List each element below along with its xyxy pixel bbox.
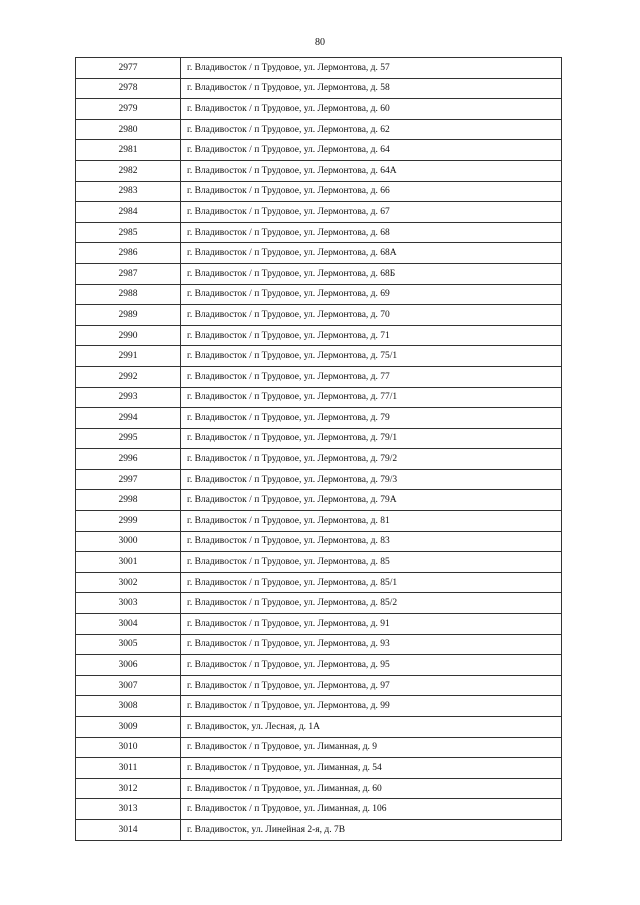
address-cell: г. Владивосток / п Трудовое, ул. Лермонтова, д. 99 [181, 696, 562, 717]
address-cell: г. Владивосток / п Трудовое, ул. Лермонтова, д. 69 [181, 284, 562, 305]
row-number-cell: 2995 [76, 428, 181, 449]
table-row [76, 181, 562, 202]
address-cell: г. Владивосток / п Трудовое, ул. Лермонтова, д. 83 [181, 531, 562, 552]
address-cell: г. Владивосток / п Трудовое, ул. Лермонтова, д. 85/2 [181, 593, 562, 614]
table-row [76, 675, 562, 696]
address-cell: г. Владивосток / п Трудовое, ул. Лермонтова, д. 68А [181, 243, 562, 264]
table-row [76, 572, 562, 593]
table-row [76, 737, 562, 758]
table-row [76, 634, 562, 655]
table-row [76, 655, 562, 676]
address-cell: г. Владивосток / п Трудовое, ул. Лермонтова, д. 97 [181, 675, 562, 696]
row-number-cell: 2984 [76, 202, 181, 223]
address-cell: г. Владивосток / п Трудовое, ул. Лермонтова, д. 57 [181, 58, 562, 79]
row-number-cell: 2992 [76, 366, 181, 387]
row-number-cell: 3002 [76, 572, 181, 593]
table-row [76, 758, 562, 779]
row-number-cell: 2985 [76, 222, 181, 243]
address-cell: г. Владивосток / п Трудовое, ул. Лермонтова, д. 81 [181, 511, 562, 532]
address-cell: г. Владивосток / п Трудовое, ул. Лиманная, д. 9 [181, 737, 562, 758]
address-cell: г. Владивосток / п Трудовое, ул. Лермонтова, д. 64А [181, 160, 562, 181]
address-cell: г. Владивосток / п Трудовое, ул. Лермонтова, д. 62 [181, 119, 562, 140]
table-row [76, 243, 562, 264]
table-row [76, 140, 562, 161]
row-number-cell: 3013 [76, 799, 181, 820]
row-number-cell: 2994 [76, 408, 181, 429]
address-table [75, 57, 562, 841]
row-number-cell: 2991 [76, 346, 181, 367]
address-cell: г. Владивосток / п Трудовое, ул. Лермонтова, д. 71 [181, 325, 562, 346]
row-number-cell: 3004 [76, 614, 181, 635]
row-number-cell: 2990 [76, 325, 181, 346]
address-cell: г. Владивосток / п Трудовое, ул. Лермонтова, д. 58 [181, 78, 562, 99]
row-number-cell: 3014 [76, 819, 181, 840]
address-cell: г. Владивосток / п Трудовое, ул. Лермонтова, д. 70 [181, 305, 562, 326]
row-number-cell: 2988 [76, 284, 181, 305]
address-cell: г. Владивосток / п Трудовое, ул. Лермонтова, д. 68 [181, 222, 562, 243]
table-row [76, 593, 562, 614]
row-number-cell: 2982 [76, 160, 181, 181]
row-number-cell: 2986 [76, 243, 181, 264]
address-cell: г. Владивосток / п Трудовое, ул. Лермонтова, д. 77/1 [181, 387, 562, 408]
table-row [76, 263, 562, 284]
table-row [76, 449, 562, 470]
table-row [76, 614, 562, 635]
table-row [76, 819, 562, 840]
row-number-cell: 2999 [76, 511, 181, 532]
address-cell: г. Владивосток, ул. Лесная, д. 1А [181, 717, 562, 738]
address-cell: г. Владивосток / п Трудовое, ул. Лермонтова, д. 95 [181, 655, 562, 676]
table-row [76, 366, 562, 387]
address-cell: г. Владивосток / п Трудовое, ул. Лермонтова, д. 75/1 [181, 346, 562, 367]
row-number-cell: 2997 [76, 469, 181, 490]
address-cell: г. Владивосток / п Трудовое, ул. Лиманная, д. 106 [181, 799, 562, 820]
table-row [76, 552, 562, 573]
table-row [76, 511, 562, 532]
table-row [76, 284, 562, 305]
table-row [76, 490, 562, 511]
address-cell: г. Владивосток / п Трудовое, ул. Лермонтова, д. 79 [181, 408, 562, 429]
address-cell: г. Владивосток / п Трудовое, ул. Лермонтова, д. 68Б [181, 263, 562, 284]
table-row [76, 799, 562, 820]
row-number-cell: 2993 [76, 387, 181, 408]
row-number-cell: 2981 [76, 140, 181, 161]
address-cell: г. Владивосток / п Трудовое, ул. Лермонтова, д. 85 [181, 552, 562, 573]
address-cell: г. Владивосток, ул. Линейная 2-я, д. 7В [181, 819, 562, 840]
row-number-cell: 2983 [76, 181, 181, 202]
table-row [76, 160, 562, 181]
address-cell: г. Владивосток / п Трудовое, ул. Лиманная, д. 60 [181, 778, 562, 799]
table-row [76, 346, 562, 367]
row-number-cell: 3010 [76, 737, 181, 758]
row-number-cell: 3007 [76, 675, 181, 696]
table-row [76, 222, 562, 243]
table-row [76, 325, 562, 346]
table-row [76, 778, 562, 799]
row-number-cell: 2979 [76, 99, 181, 120]
address-cell: г. Владивосток / п Трудовое, ул. Лиманная, д. 54 [181, 758, 562, 779]
address-cell: г. Владивосток / п Трудовое, ул. Лермонтова, д. 79/2 [181, 449, 562, 470]
address-cell: г. Владивосток / п Трудовое, ул. Лермонтова, д. 77 [181, 366, 562, 387]
table-row [76, 58, 562, 79]
address-table-body [76, 58, 562, 841]
table-row [76, 78, 562, 99]
table-row [76, 408, 562, 429]
address-cell: г. Владивосток / п Трудовое, ул. Лермонтова, д. 64 [181, 140, 562, 161]
table-row [76, 387, 562, 408]
row-number-cell: 2989 [76, 305, 181, 326]
table-row [76, 99, 562, 120]
table-row [76, 119, 562, 140]
page-number: 80 [315, 37, 325, 48]
address-cell: г. Владивосток / п Трудовое, ул. Лермонтова, д. 79/3 [181, 469, 562, 490]
row-number-cell: 2977 [76, 58, 181, 79]
row-number-cell: 3003 [76, 593, 181, 614]
table-row [76, 305, 562, 326]
address-cell: г. Владивосток / п Трудовое, ул. Лермонтова, д. 66 [181, 181, 562, 202]
row-number-cell: 3009 [76, 717, 181, 738]
row-number-cell: 2980 [76, 119, 181, 140]
row-number-cell: 3008 [76, 696, 181, 717]
row-number-cell: 3006 [76, 655, 181, 676]
row-number-cell: 3011 [76, 758, 181, 779]
address-cell: г. Владивосток / п Трудовое, ул. Лермонтова, д. 79/1 [181, 428, 562, 449]
row-number-cell: 2998 [76, 490, 181, 511]
row-number-cell: 2978 [76, 78, 181, 99]
table-row [76, 531, 562, 552]
table-row [76, 202, 562, 223]
row-number-cell: 3000 [76, 531, 181, 552]
table-row [76, 696, 562, 717]
address-cell: г. Владивосток / п Трудовое, ул. Лермонтова, д. 67 [181, 202, 562, 223]
row-number-cell: 2996 [76, 449, 181, 470]
table-row [76, 717, 562, 738]
row-number-cell: 3005 [76, 634, 181, 655]
address-cell: г. Владивосток / п Трудовое, ул. Лермонтова, д. 60 [181, 99, 562, 120]
row-number-cell: 3001 [76, 552, 181, 573]
row-number-cell: 2987 [76, 263, 181, 284]
address-cell: г. Владивосток / п Трудовое, ул. Лермонтова, д. 91 [181, 614, 562, 635]
row-number-cell: 3012 [76, 778, 181, 799]
address-cell: г. Владивосток / п Трудовое, ул. Лермонтова, д. 93 [181, 634, 562, 655]
table-row [76, 469, 562, 490]
address-cell: г. Владивосток / п Трудовое, ул. Лермонтова, д. 79А [181, 490, 562, 511]
table-row [76, 428, 562, 449]
address-cell: г. Владивосток / п Трудовое, ул. Лермонтова, д. 85/1 [181, 572, 562, 593]
